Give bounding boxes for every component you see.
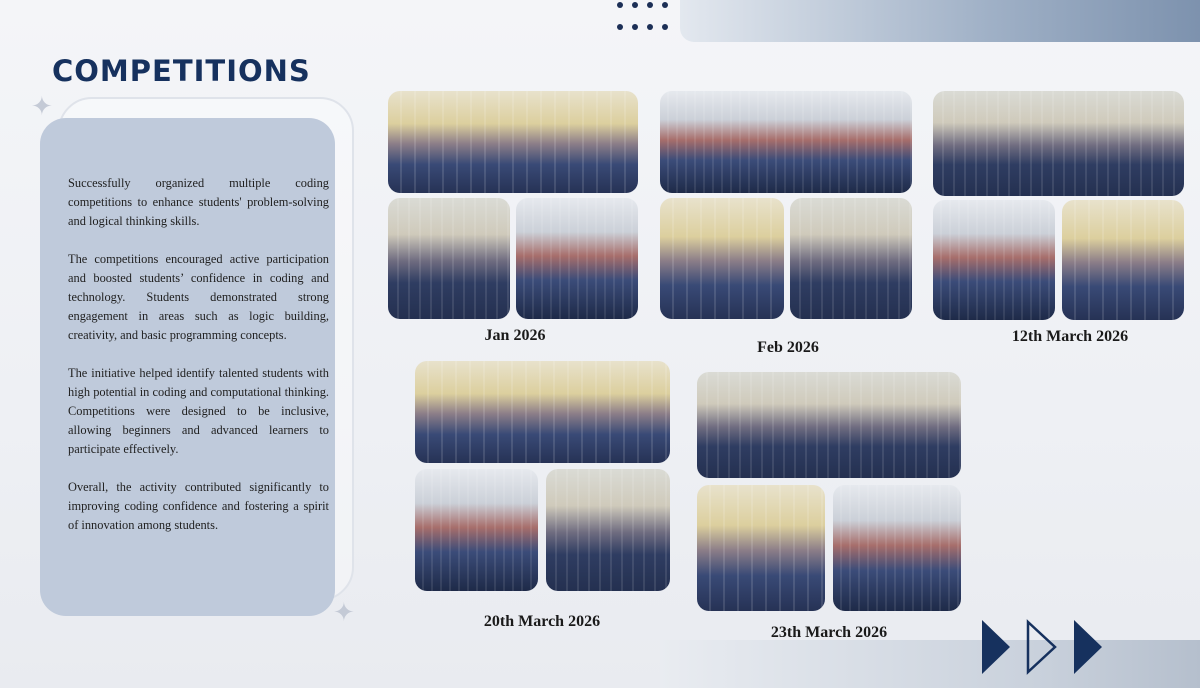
gallery-caption: 20th March 2026 <box>483 613 601 630</box>
chevron-right-icon <box>980 618 1104 676</box>
gallery-caption: 23th March 2026 <box>770 624 888 641</box>
group-photo <box>697 372 961 478</box>
group-photo <box>388 91 638 193</box>
sparkle-icon: ✦ <box>31 92 53 122</box>
classroom-photo <box>933 200 1055 320</box>
classroom-photo <box>546 469 670 591</box>
description-card <box>40 118 335 616</box>
classroom-photo <box>516 198 638 319</box>
group-photo <box>933 91 1184 196</box>
classroom-photo <box>660 198 784 319</box>
group-photo <box>660 91 912 193</box>
paragraph: The initiative helped identify talented students with high potential in coding and computational thinking. Competitions were designed to be inclusive, allowing beginners and advanced learners to participate effectively. <box>68 366 329 456</box>
paragraph: Successfully organized multiple coding competitions to enhance students' problem-solving and logical thinking skills. <box>68 176 329 228</box>
classroom-photo <box>1062 200 1184 320</box>
classroom-photo <box>388 198 510 319</box>
dot-grid-icon <box>614 0 670 34</box>
sparkle-icon: ✦ <box>333 598 355 628</box>
bottom-decorative-band <box>660 640 1200 688</box>
gallery-caption: Jan 2026 <box>484 327 546 344</box>
page-title: COMPETITIONS <box>52 54 311 88</box>
gallery-caption: 12th March 2026 <box>1011 328 1129 345</box>
classroom-photo <box>697 485 825 611</box>
classroom-photo <box>415 469 538 591</box>
gallery-caption: Feb 2026 <box>757 339 819 356</box>
classroom-photo <box>833 485 961 611</box>
classroom-photo <box>790 198 912 319</box>
paragraph: The competitions encouraged active participation and boosted students’ confidence in coding and technology. Students demonstrated strong engagement in areas such as logic building, creativity, and basic programming concepts. <box>68 252 329 342</box>
top-decorative-band <box>680 0 1200 42</box>
paragraph: Overall, the activity contributed significantly to improving coding confidence and fostering a spirit of innovation among students. <box>68 480 329 532</box>
group-photo <box>415 361 670 463</box>
